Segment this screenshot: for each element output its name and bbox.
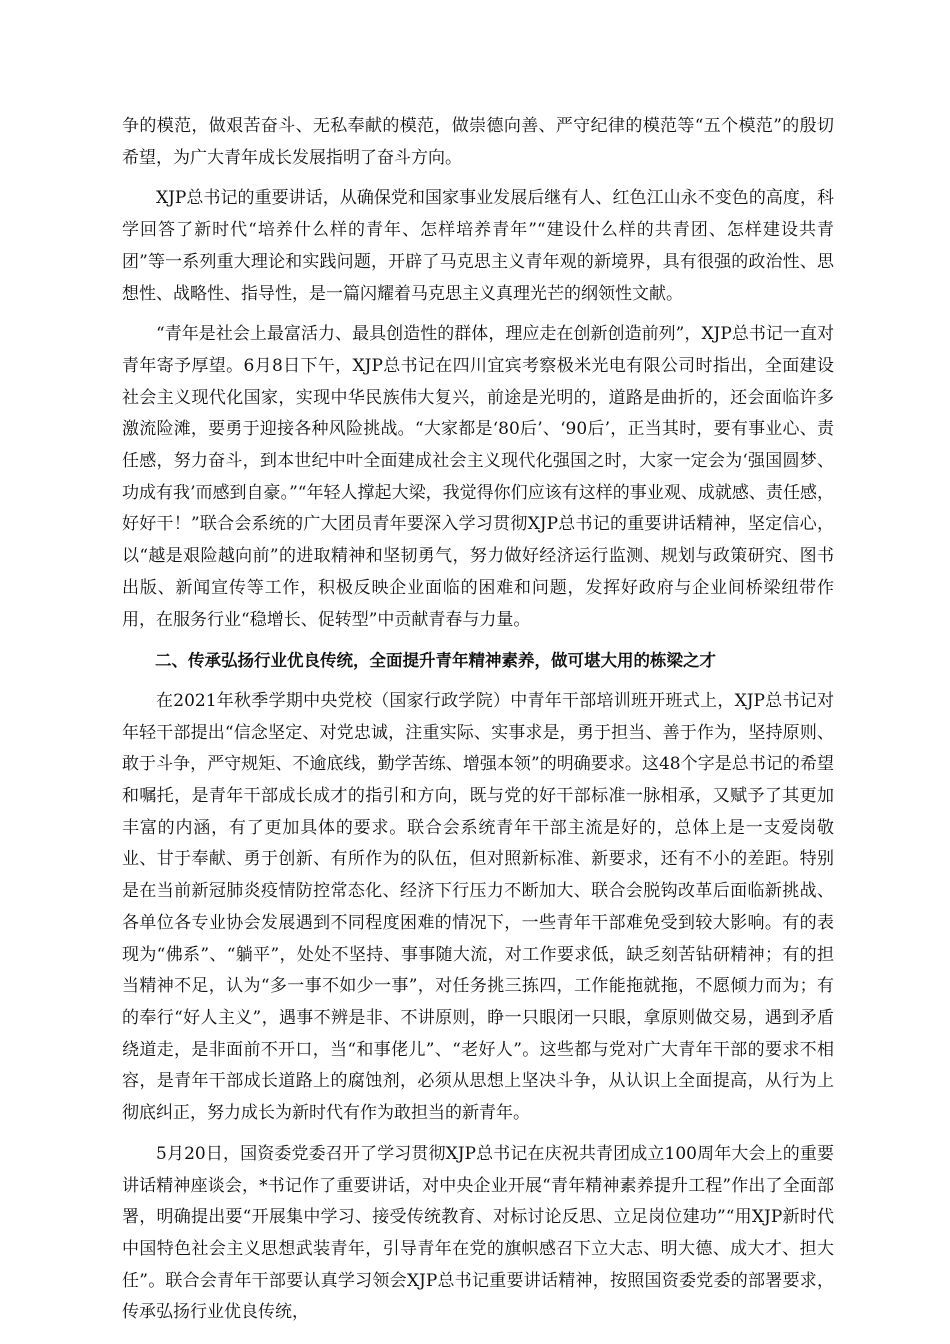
paragraph: XJP总书记的重要讲话，从确保党和国家事业发展后继有人、红色江山永不变色的高度，科学回答了新时代“培养什么样的青年、怎样培养青年”“建设什么样的共青团、怎样建设共青团”等一系列重大理论和实践问题，开辟了马克思主义青年观的新境界，具有很强的政治性、思想性、战略性、指导性，是一篇闪耀着马克思主义真理光芒的纲领性文献。 xyxy=(122,188,834,304)
paragraph-continuation: 争的模范，做艰苦奋斗、无私奉献的模范，做崇德向善、严守纪律的模范等“五个模范”的殷切希望，为广大青年成长发展指明了奋斗方向。 xyxy=(122,116,834,168)
paragraph: 在2021年秋季学期中央党校（国家行政学院）中青年干部培训班开班式上，XJP总书记对年轻干部提出“信念坚定、对党忠诚，注重实际、实事求是，勇于担当、善于作为，坚持原则、敢于斗争，严守规矩、不逾底线，勤学苦练、增强本领”的明确要求。这48个字是总书记的希望和嘱托，是青年干部成长成才的指引和方向，既与党的好干部标准一脉相承，又赋予了其更加丰富的内涵，有了更加具体的要求。联合会系统青年干部主流是好的，总体上是一支爱岗敬业、甘于奉献、勇于创新、有所作为的队伍，但对照新标准、新要求，还有不小的差距。特别是在当前新冠肺炎疫情防控常态化、经济下行压力不断加大、联合会脱钩改革后面临新挑战、各单位各专业协会发展遇到不同程度困难的情况下，一些青年干部难免受到较大影响。有的表现为“佛系”、“躺平”，处处不坚持、事事随大流，对工作要求低，缺乏刻苦钻研精神；有的担当精神不足，认为“多一事不如少一事”，对任务挑三拣四，工作能拖就拖，不愿倾力而为；有的奉行“好人主义”，遇事不辨是非、不讲原则，睁一只眼闭一只眼，拿原则做交易，遇到矛盾绕道走，是非面前不开口，当“和事佬儿”、“老好人”。这些都与党对广大青年干部的要求不相容，是青年干部成长道路上的腐蚀剂，必须从思想上坚决斗争，从认识上全面提高，从行为上彻底纠正，努力成长为新时代有作为敢担当的新青年。 xyxy=(122,690,834,1124)
section-heading: 二、传承弘扬行业优良传统，全面提升青年精神素养，做可堪大用的栋梁之才 xyxy=(155,651,716,671)
paragraph: 5月20日，国资委党委召开了学习贯彻XJP总书记在庆祝共青团成立100周年大会上的重要讲话精神座谈会，*书记作了重要讲话，对中央企业开展“青年精神素养提升工程”作出了全面部署，明确提出要“开展集中学习、接受传统教育、对标讨论反思、立足岗位建功”“用XJP新时代中国特色社会主义思想武装青年，引导青年在党的旗帜感召下立大志、明大德、成大才、担大任”。联合会青年干部要认真学习领会XJP总书记重要讲话精神，按照国资委党委的部署要求，传承弘扬行业优良传统， xyxy=(122,1143,834,1323)
document-page xyxy=(122,111,834,1338)
paragraph: “青年是社会上最富活力、最具创造性的群体，理应走在创新创造前列”，XJP总书记一直对青年寄予厚望。6月8日下午，XJP总书记在四川宜宾考察极米光电有限公司时指出，全面建设社会主义现代化国家，实现中华民族伟大复兴，前途是光明的，道路是曲折的，还会面临许多激流险滩，要勇于迎接各种风险挑战。“大家都是‘80后’、‘90后’，正当其时，要有事业心、责任感，努力奋斗，到本世纪中叶全面建成社会主义现代化强国之时，大家一定会为‘强国圆梦、功成有我’而感到自豪。”“年轻人撑起大梁，我觉得你们应该有这样的事业观、成就感、责任感，好好干！”联合会系统的广大团员青年要深入学习贯彻XJP总书记的重要讲话精神，坚定信心，以“越是艰险越向前”的进取精神和坚韧勇气，努力做好经济运行监测、规划与政策研究、图书出版、新闻宣传等工作，积极反映企业面临的困难和问题，发挥好政府与企业间桥梁纽带作用，在服务行业“稳增长、促转型”中贡献青春与力量。 xyxy=(122,324,834,630)
